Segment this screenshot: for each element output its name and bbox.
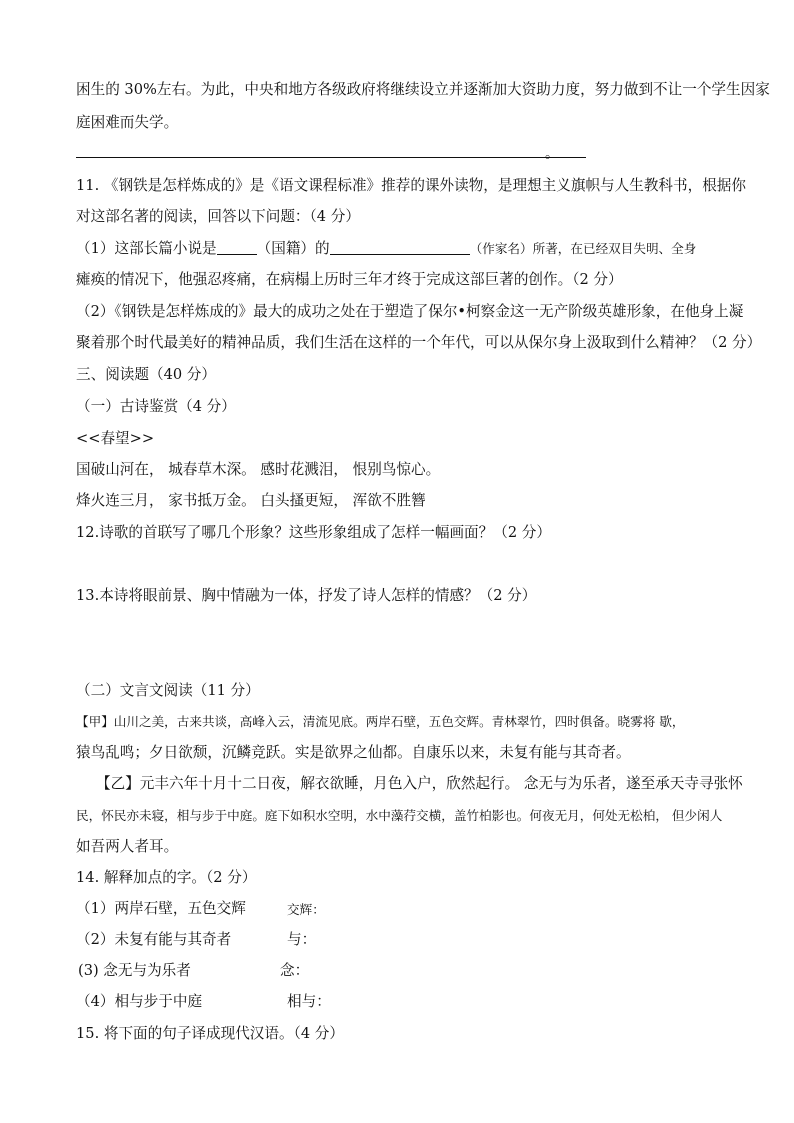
question-15: 15. 将下面的句子译成现代汉语。（4 分） <box>76 1025 344 1042</box>
question-14-2: （2）未复有能与其奇者 <box>76 931 232 948</box>
passage-jia: 猿鸟乱鸣；夕日欲颓，沉鳞竞跃。实是欲界之仙都。自康乐以来，未复有能与其奇者。 <box>76 744 631 761</box>
question-14-4: （4）相与步于中庭 <box>76 993 203 1010</box>
period-mark: 。 <box>545 146 559 162</box>
text-part: （1）这部长篇小说是 <box>76 240 217 257</box>
poem-title: <<春望>> <box>76 430 155 447</box>
answer-key: 与： <box>287 931 317 948</box>
text-part: （作家名）所著，在已经双目失明、全身 <box>469 241 697 256</box>
subsection-heading: （一）古诗鉴赏（4 分） <box>76 398 236 415</box>
poem-line: 国破山河在， 城春草木深。 感时花溅泪， 恨别鸟惊心。 <box>76 461 441 478</box>
question-11-1 <box>76 239 696 259</box>
question-14-3: (3) 念无与为乐者 <box>78 962 191 979</box>
text-line: 困生的 30%左右。为此，中央和地方各级政府将继续设立并逐渐加大资助力度，努力做到不让一个学生因家 <box>76 81 770 98</box>
question-13: 13.本诗将眼前景、胸中情融为一体，抒发了诗人怎样的情感？（2 分） <box>76 587 537 604</box>
passage-yi: 【乙】元丰六年十月十二日夜，解衣欲睡，月色入户，欣然起行。 念无与为乐者，遂至承天寺寻张怀 <box>96 775 743 792</box>
question-14: 14. 解释加点的字。（2 分） <box>76 869 257 886</box>
answer-rule <box>76 157 586 158</box>
passage-yi: 民，怀民亦未寝，相与步于中庭。庭下如积水空明，水中藻荇交横，盖竹柏影也。何夜无月，何处无松柏， 但少闲人 <box>76 808 723 823</box>
poem-line: 烽火连三月， 家书抵万金。 白头搔更短， 浑欲不胜簪 <box>76 492 426 509</box>
question-14-1: （1）两岸石壁，五色交辉 <box>76 900 246 917</box>
text-line: 对这部名著的阅读，回答以下问题：（4 分） <box>76 208 360 225</box>
question-12: 12.诗歌的首联写了哪几个形象？这些形象组成了怎样一幅画面？（2 分） <box>76 524 551 541</box>
question-11-2: （2）《钢铁是怎样炼成的》最大的成功之处在于塑造了保尔•柯察金这一无产阶级英雄形象，在他身上凝 <box>76 303 744 320</box>
blank-nationality[interactable] <box>217 240 257 255</box>
section-heading: 三、阅读题（40 分） <box>76 366 216 383</box>
answer-key: 相与： <box>287 993 331 1010</box>
text-line: 庭困难而失学。 <box>76 114 179 131</box>
question-11: 11. 《钢铁是怎样炼成的》是《语文课程标准》推荐的课外读物，是理想主义旗帜与人生教科书，根据你 <box>76 177 746 194</box>
answer-key: 念： <box>280 962 310 979</box>
text-line: 瘫痪的情况下，他强忍疼痛，在病榻上历时三年才终于完成这部巨著的创作。（2 分） <box>76 271 623 288</box>
text-part: （国籍）的 <box>256 240 330 257</box>
text-line: 聚着那个时代最美好的精神品质，我们生活在这样的一个年代，可以从保尔身上汲取到什么精神？（2 分） <box>76 334 762 351</box>
answer-key: 交辉： <box>287 902 325 917</box>
subsection-heading: （二）文言文阅读（11 分） <box>76 682 260 699</box>
blank-author[interactable] <box>330 240 470 255</box>
passage-yi: 如吾两人者耳。 <box>76 838 179 855</box>
passage-jia: 【甲】山川之美，古来共谈，高峰入云，清流见底。两岸石壁，五色交辉。青林翠竹，四时俱备。晓雾将 歇， <box>76 714 685 729</box>
